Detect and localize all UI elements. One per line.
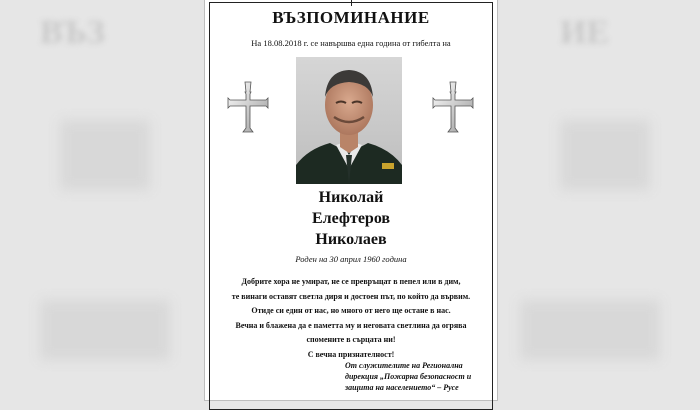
- signature-line: От служителите на Регионална: [345, 361, 463, 370]
- blurred-background-shape: [60, 120, 150, 190]
- verse-line: Добрите хора не умират, не се превръщат в пепел или в дим,: [241, 277, 461, 286]
- verse-line: спомените в сърцата ни!: [306, 335, 396, 344]
- name-line: Николай: [318, 189, 384, 206]
- signature-block: [345, 360, 495, 393]
- border-tick: [351, 0, 352, 6]
- verse-line: Вечна и блажена да е паметта му и неговата светлина да огрява: [235, 320, 467, 330]
- verse-line: те винаги оставят светла диря и достоен път, по който да вървим.: [231, 291, 471, 301]
- cross-icon: [226, 80, 270, 134]
- birth-date: Роден на 30 април 1960 година: [295, 254, 407, 264]
- name-line: Николаев: [315, 231, 387, 248]
- deceased-name: [205, 187, 497, 250]
- verse-line: С вечна признателност!: [307, 349, 395, 359]
- verse-line: Отиде си един от нас, но много от него ще остане в нас.: [251, 306, 451, 315]
- memorial-notice: [205, 0, 497, 400]
- name-line: Елефтеров: [311, 210, 391, 227]
- cross-icon: [431, 80, 475, 134]
- blurred-background-shape: [560, 120, 650, 190]
- notice-subtitle: На 18.08.2018 г. се навършва една година от гибелта на: [251, 38, 451, 48]
- blurred-background-text: ИЕ: [560, 14, 610, 51]
- signature-line: защита на населението“ – Русе: [345, 383, 459, 392]
- blurred-background-text: ВЪЗ: [40, 14, 105, 51]
- blurred-background-shape: [40, 300, 170, 360]
- signature-line: дирекция „Пожарна безопасност и: [345, 372, 472, 381]
- portrait-photo: [296, 57, 402, 184]
- memorial-verse: [205, 275, 497, 362]
- blurred-background-shape: [520, 300, 660, 360]
- notice-title: ВЪЗПОМИНАНИЕ: [272, 8, 430, 27]
